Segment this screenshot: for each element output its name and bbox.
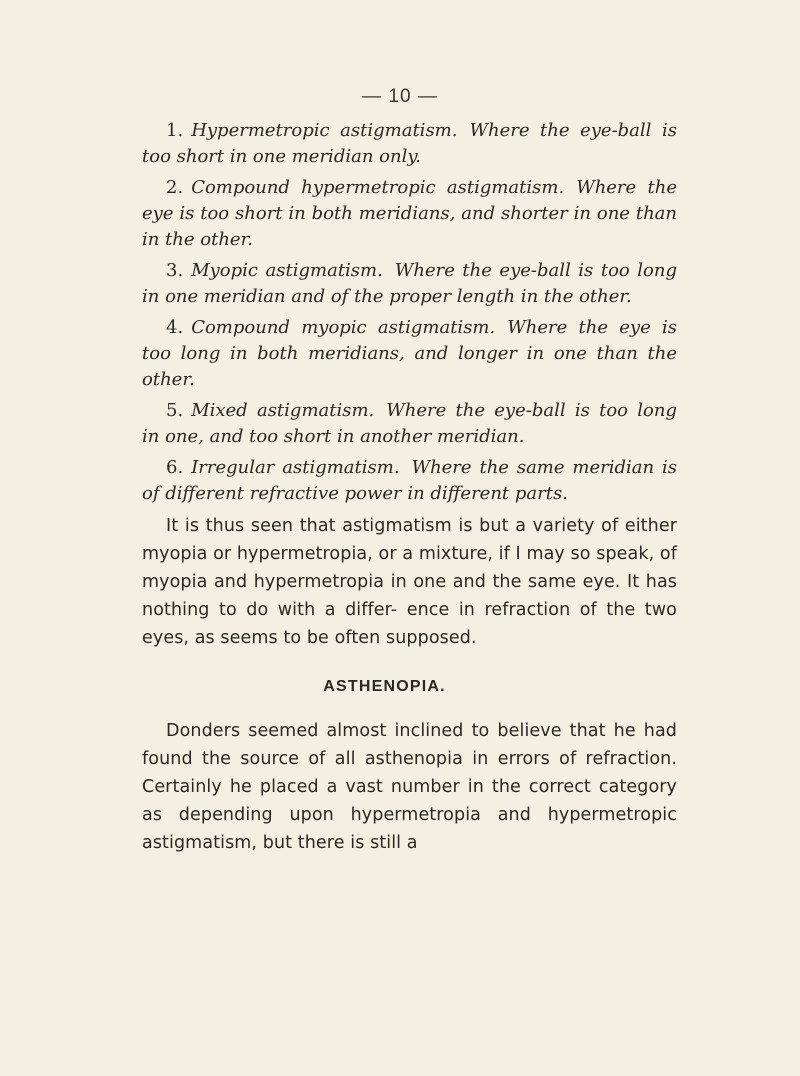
body-paragraph: Donders seemed almost inclined to believe that he had found the source of all asthenopia in errors of refraction. Certainly he placed a vast number in the correct category as depending upon hypermetropia and hypermetropic astigmatism, but there is still a bbox=[142, 721, 677, 853]
item-term: Myopic astigmatism. bbox=[191, 260, 383, 281]
item-term: Hypermetropic astigmatism. bbox=[191, 120, 458, 141]
item-number: 4. bbox=[166, 317, 184, 338]
page-body bbox=[142, 118, 677, 857]
list-item bbox=[142, 315, 677, 398]
list-item bbox=[142, 258, 677, 315]
item-term: Compound hypermetropic astigmatism. bbox=[191, 177, 565, 198]
item-term: Mixed astigmatism. bbox=[191, 400, 375, 421]
list-item bbox=[142, 175, 677, 258]
body-paragraph: It is thus seen that astigmatism is but a variety of either myopia or hypermetropia, or a mixture, if I may so speak, of myopia and hypermetropia in one and the same eye. It has nothing to do with a differ- ence in refraction of the two eyes, as seems to be often supposed. bbox=[142, 516, 677, 648]
item-description: Where the eye-ball is too short in one meridian only. bbox=[142, 120, 677, 167]
item-description: Where the eye is too short in both meridians, and shorter in one than in the other. bbox=[142, 177, 677, 250]
list-item bbox=[142, 118, 677, 175]
list-item bbox=[142, 398, 677, 455]
item-description: Where the eye-ball is too long in one meridian and of the proper length in the other. bbox=[142, 260, 677, 307]
item-description: Where the eye-ball is too long in one, and too short in another meridian. bbox=[142, 400, 677, 447]
item-number: 3. bbox=[166, 260, 184, 281]
astigmatism-list bbox=[142, 118, 677, 512]
item-number: 6. bbox=[166, 457, 184, 478]
item-number: 2. bbox=[166, 177, 184, 198]
item-term: Compound myopic astigmatism. bbox=[191, 317, 496, 338]
list-item bbox=[142, 455, 677, 512]
item-number: 5. bbox=[166, 400, 184, 421]
item-number: 1. bbox=[166, 120, 184, 141]
page-number: — 10 — bbox=[362, 86, 438, 107]
item-term: Irregular astigmatism. bbox=[191, 457, 400, 478]
item-description: Where the eye is too long in both meridians, and longer in one than the other. bbox=[142, 317, 677, 390]
item-description: Where the same meridian is of different refractive power in different parts. bbox=[142, 457, 677, 504]
section-heading: ASTHENOPIA. bbox=[323, 678, 446, 695]
